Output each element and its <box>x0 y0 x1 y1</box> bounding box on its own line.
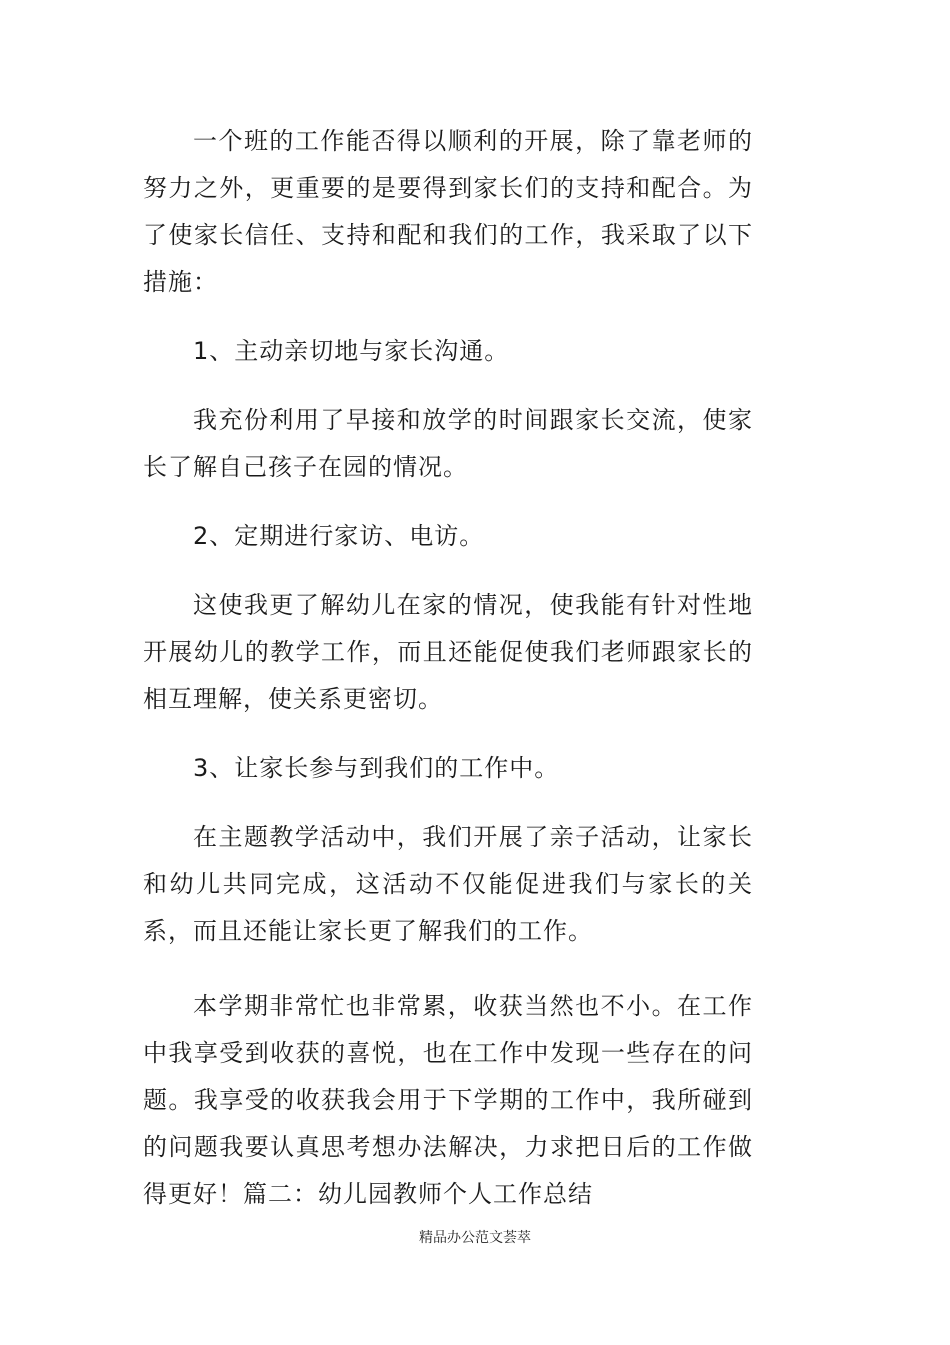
paragraph-home-visits: 这使我更了解幼儿在家的情况，使我能有针对性地开展幼儿的教学工作，而且还能促使我们老师跟家长的相互理解，使关系更密切。 <box>143 591 753 713</box>
document-body <box>143 118 753 1218</box>
list-item-3: 3、让家长参与到我们的工作中。 <box>193 754 560 782</box>
list-item-2: 2、定期进行家访、电访。 <box>193 522 485 550</box>
paragraph-communication: 我充份利用了早接和放学的时间跟家长交流，使家长了解自己孩子在园的情况。 <box>143 406 753 481</box>
list-item-1: 1、主动亲切地与家长沟通。 <box>193 337 510 365</box>
paragraph-semester-summary: 本学期非常忙也非常累，收获当然也不小。在工作中我享受到收获的喜悦，也在工作中发现一些存在的问题。我享受的收获我会用于下学期的工作中，我所碰到的问题我要认真思考想办法解决，力求把日后的工作做得更好！篇二：幼儿园教师个人工作总结 <box>143 992 753 1208</box>
page-footer: 精品办公范文荟萃 <box>419 1230 531 1246</box>
paragraph-intro: 一个班的工作能否得以顺利的开展，除了靠老师的努力之外，更重要的是要得到家长们的支持和配合。为了使家长信任、支持和配和我们的工作，我采取了以下措施： <box>143 127 753 296</box>
paragraph-parent-activities: 在主题教学活动中，我们开展了亲子活动，让家长和幼儿共同完成，这活动不仅能促进我们与家长的关系，而且还能让家长更了解我们的工作。 <box>143 823 753 945</box>
